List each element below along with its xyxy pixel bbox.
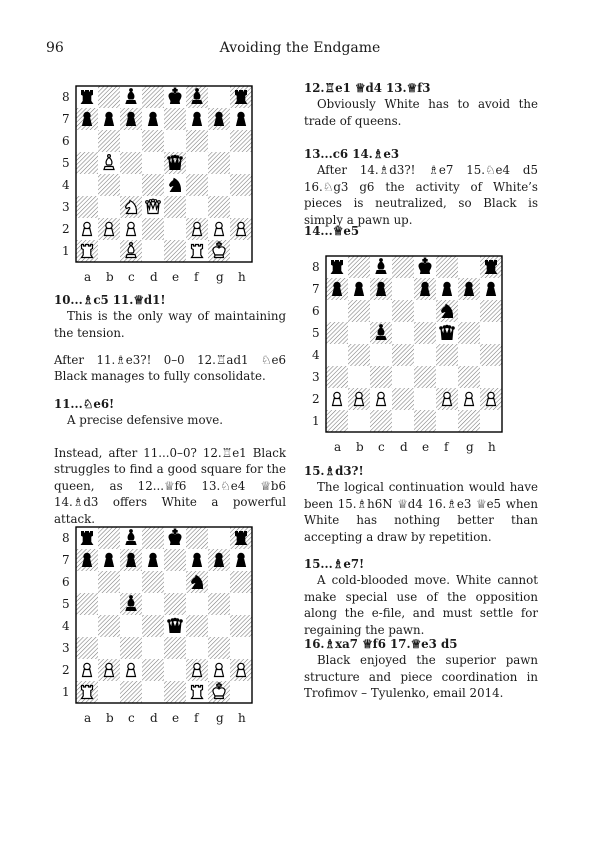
move-heading: 15.♗d3?! (304, 464, 364, 478)
file-label: g (216, 711, 224, 725)
white-rook-icon (82, 686, 93, 699)
white-rook-icon (82, 245, 93, 258)
black-pawn-icon (127, 112, 136, 125)
square-b8 (348, 256, 370, 278)
commentary-paragraph: Black enjoyed the superior pawn structure and piece coordination in Trofimov – Tyulenko, email 2014. (304, 653, 538, 701)
square-d8 (142, 527, 164, 549)
white-pawn-icon (237, 663, 246, 676)
black-rook-icon (82, 532, 93, 545)
square-c6 (120, 571, 142, 593)
right-section-6 (304, 636, 538, 702)
square-a6 (76, 571, 98, 593)
square-e6 (414, 300, 436, 322)
commentary-paragraph: A cold-blooded move. White cannot make special use of the opposition along the e-file, and must settle for regaining the pawn. (304, 573, 538, 637)
file-label: b (356, 440, 364, 454)
square-f5 (186, 152, 208, 174)
square-h4 (230, 174, 252, 196)
square-b4 (98, 174, 120, 196)
file-label: a (84, 711, 92, 725)
square-f8 (436, 256, 458, 278)
left-section-2 (54, 352, 286, 385)
white-pawn-icon (443, 392, 452, 405)
black-pawn-icon (237, 553, 246, 566)
square-d7 (392, 278, 414, 300)
square-d8 (142, 86, 164, 108)
rank-label: 3 (312, 370, 320, 384)
page-number: 96 (46, 40, 64, 56)
commentary-paragraph: This is the only way of maintaining the tension. (54, 309, 286, 340)
square-b1 (98, 681, 120, 703)
square-b5 (348, 322, 370, 344)
square-e4 (414, 344, 436, 366)
square-a3 (76, 637, 98, 659)
rank-label: 7 (62, 553, 70, 567)
square-a3 (76, 196, 98, 218)
square-b8 (98, 527, 120, 549)
commentary-paragraph: Obviously White has to avoid the trade of queens. (304, 97, 538, 128)
square-g4 (208, 615, 230, 637)
white-pawn-icon (127, 222, 136, 235)
square-e5 (414, 322, 436, 344)
commentary-paragraph: A precise defensive move. (67, 413, 223, 428)
square-h4 (230, 615, 252, 637)
square-f4 (436, 344, 458, 366)
square-b4 (98, 615, 120, 637)
square-d1 (142, 240, 164, 262)
black-pawn-icon (149, 112, 158, 125)
rank-label: 2 (62, 222, 70, 236)
move-heading: 13...c6 14.♗e3 (304, 147, 400, 161)
file-label: e (172, 270, 180, 284)
square-d4 (142, 615, 164, 637)
square-f5 (186, 593, 208, 615)
white-pawn-icon (193, 222, 202, 235)
square-g5 (208, 152, 230, 174)
square-h5 (230, 152, 252, 174)
commentary-paragraph: After 14.♗d3?! ♗e7 15.♘e4 d5 16.♘g3 g6 the activity of White’s pieces is neutralized, so Black is simply a pawn up. (304, 163, 538, 227)
square-h1 (230, 240, 252, 262)
black-pawn-icon (443, 282, 452, 295)
black-pawn-icon (149, 553, 158, 566)
square-g4 (208, 174, 230, 196)
square-h6 (230, 130, 252, 152)
chess-diagram-1 (54, 85, 254, 287)
rank-label: 1 (312, 414, 320, 428)
square-g3 (208, 637, 230, 659)
black-pawn-icon (333, 282, 342, 295)
chess-diagram-3 (304, 255, 504, 457)
black-pawn-icon (127, 553, 136, 566)
square-c3 (120, 637, 142, 659)
rank-label: 8 (62, 90, 70, 104)
square-d3 (392, 366, 414, 388)
square-g3 (208, 196, 230, 218)
running-title: Avoiding the Endgame (219, 40, 381, 56)
rank-label: 4 (62, 178, 70, 192)
rank-label: 5 (62, 156, 70, 170)
black-rook-icon (486, 261, 497, 274)
square-f3 (186, 637, 208, 659)
square-c4 (120, 615, 142, 637)
black-pawn-icon (215, 112, 224, 125)
square-e3 (164, 637, 186, 659)
rank-label: 2 (312, 392, 320, 406)
square-f3 (436, 366, 458, 388)
square-f1 (436, 410, 458, 432)
file-label: d (400, 440, 408, 454)
square-c6 (120, 130, 142, 152)
square-d6 (392, 300, 414, 322)
square-h3 (230, 637, 252, 659)
square-f4 (186, 174, 208, 196)
square-b8 (98, 86, 120, 108)
commentary-paragraph: The logical continuation would have been 15.♗h6N ♕d4 16.♗e3 ♕e5 when White has nothing better than accepting a draw by repetition. (304, 480, 538, 544)
square-d6 (142, 130, 164, 152)
rank-label: 8 (62, 531, 70, 545)
black-pawn-icon (193, 112, 202, 125)
file-label: a (334, 440, 342, 454)
file-label: e (422, 440, 430, 454)
board-svg (54, 85, 254, 287)
black-pawn-icon (83, 112, 92, 125)
square-b3 (98, 637, 120, 659)
file-label: d (150, 711, 158, 725)
square-c1 (370, 410, 392, 432)
square-d3 (142, 637, 164, 659)
white-pawn-icon (215, 663, 224, 676)
file-label: c (378, 440, 385, 454)
square-e1 (164, 681, 186, 703)
square-h1 (230, 681, 252, 703)
square-g8 (458, 256, 480, 278)
file-label: g (216, 270, 224, 284)
black-pawn-icon (465, 282, 474, 295)
white-pawn-icon (333, 392, 342, 405)
square-a5 (76, 593, 98, 615)
move-heading: 12.♖e1 ♕d4 13.♕f3 (304, 81, 431, 95)
square-d2 (142, 659, 164, 681)
square-d6 (142, 571, 164, 593)
commentary-paragraph: Instead, after 11...0–0? 12.♖e1 Black struggles to find a good square for the queen, as 12...♕f6 13.♘e4 ♕b6 14.♗d3 offers White a powerful attack. (54, 446, 286, 526)
square-h6 (230, 571, 252, 593)
square-h3 (230, 196, 252, 218)
rank-label: 6 (312, 304, 320, 318)
square-b3 (98, 196, 120, 218)
file-label: c (128, 270, 135, 284)
square-e6 (164, 130, 186, 152)
square-d2 (392, 388, 414, 410)
square-d8 (392, 256, 414, 278)
left-section-4 (54, 445, 286, 527)
black-pawn-icon (487, 282, 496, 295)
square-h1 (480, 410, 502, 432)
white-pawn-icon (237, 222, 246, 235)
rank-label: 4 (62, 619, 70, 633)
rank-label: 3 (62, 641, 70, 655)
file-label: g (466, 440, 474, 454)
white-pawn-icon (215, 222, 224, 235)
square-e5 (164, 593, 186, 615)
square-h3 (480, 366, 502, 388)
file-label: h (238, 711, 246, 725)
file-label: f (444, 440, 449, 454)
chess-diagram-2 (54, 526, 254, 728)
black-pawn-icon (105, 112, 114, 125)
black-pawn-icon (237, 112, 246, 125)
black-pawn-icon (421, 282, 430, 295)
move-heading: 10...♗c5 11.♕d1! (54, 293, 166, 307)
black-rook-icon (332, 261, 343, 274)
square-c5 (120, 152, 142, 174)
rank-label: 6 (62, 134, 70, 148)
square-b6 (98, 571, 120, 593)
square-c1 (120, 681, 142, 703)
square-d2 (142, 218, 164, 240)
white-pawn-icon (83, 663, 92, 676)
square-g8 (208, 86, 230, 108)
move-heading: 15...♗e7! (304, 557, 365, 571)
square-h6 (480, 300, 502, 322)
square-a4 (76, 615, 98, 637)
square-e3 (164, 196, 186, 218)
white-pawn-icon (83, 222, 92, 235)
square-g5 (458, 322, 480, 344)
white-pawn-icon (377, 392, 386, 405)
square-h4 (480, 344, 502, 366)
square-h5 (480, 322, 502, 344)
square-c3 (370, 366, 392, 388)
square-d5 (392, 322, 414, 344)
black-pawn-icon (355, 282, 364, 295)
white-rook-icon (192, 686, 203, 699)
black-pawn-icon (105, 553, 114, 566)
left-section-1 (54, 292, 286, 341)
rank-label: 5 (62, 597, 70, 611)
square-g6 (458, 300, 480, 322)
square-e2 (414, 388, 436, 410)
square-e2 (164, 659, 186, 681)
square-a1 (326, 410, 348, 432)
black-rook-icon (236, 532, 247, 545)
file-label: h (238, 270, 246, 284)
right-section-4 (304, 463, 538, 545)
square-d1 (142, 681, 164, 703)
square-b5 (98, 593, 120, 615)
right-section-5 (304, 556, 538, 638)
square-d5 (142, 593, 164, 615)
rank-label: 7 (312, 282, 320, 296)
square-c4 (370, 344, 392, 366)
rank-label: 1 (62, 244, 70, 258)
black-pawn-icon (193, 553, 202, 566)
square-g8 (208, 527, 230, 549)
square-d4 (142, 174, 164, 196)
move-heading: 11...♘e6! (54, 397, 115, 411)
square-e2 (164, 218, 186, 240)
board-svg (54, 526, 254, 728)
white-pawn-icon (127, 663, 136, 676)
square-g3 (458, 366, 480, 388)
file-label: e (172, 711, 180, 725)
file-label: a (84, 270, 92, 284)
rank-label: 5 (312, 326, 320, 340)
square-f8 (186, 527, 208, 549)
square-e6 (164, 571, 186, 593)
commentary-paragraph: After 11.♗e3?! 0–0 12.♖ad1 ♘e6 Black manages to fully consolidate. (54, 353, 286, 384)
square-g4 (458, 344, 480, 366)
file-label: d (150, 270, 158, 284)
square-e7 (164, 108, 186, 130)
left-section-3 (54, 396, 286, 429)
square-e1 (164, 240, 186, 262)
square-f3 (186, 196, 208, 218)
square-a4 (326, 344, 348, 366)
black-rook-icon (82, 91, 93, 104)
black-rook-icon (236, 91, 247, 104)
file-label: f (194, 711, 199, 725)
square-b6 (348, 300, 370, 322)
white-pawn-icon (355, 392, 364, 405)
right-section-2 (304, 146, 538, 228)
black-pawn-icon (83, 553, 92, 566)
square-d4 (392, 344, 414, 366)
square-b1 (98, 240, 120, 262)
square-b3 (348, 366, 370, 388)
square-f6 (186, 130, 208, 152)
black-pawn-icon (377, 282, 386, 295)
right-section-1 (304, 80, 538, 129)
square-a3 (326, 366, 348, 388)
square-a5 (76, 152, 98, 174)
rank-label: 1 (62, 685, 70, 699)
white-pawn-icon (193, 663, 202, 676)
rank-label: 7 (62, 112, 70, 126)
rank-label: 3 (62, 200, 70, 214)
black-pawn-icon (215, 553, 224, 566)
square-g5 (208, 593, 230, 615)
white-pawn-icon (487, 392, 496, 405)
square-h5 (230, 593, 252, 615)
square-b6 (98, 130, 120, 152)
square-a5 (326, 322, 348, 344)
file-label: b (106, 711, 114, 725)
rank-label: 6 (62, 575, 70, 589)
square-b4 (348, 344, 370, 366)
square-c6 (370, 300, 392, 322)
square-c4 (120, 174, 142, 196)
board-svg (304, 255, 504, 457)
square-a4 (76, 174, 98, 196)
rank-label: 8 (312, 260, 320, 274)
right-section-3 (304, 223, 538, 239)
file-label: c (128, 711, 135, 725)
white-rook-icon (192, 245, 203, 258)
square-f4 (186, 615, 208, 637)
file-label: b (106, 270, 114, 284)
square-g6 (208, 571, 230, 593)
move-heading: 14...♕e5 (304, 224, 360, 238)
square-a6 (76, 130, 98, 152)
rank-label: 2 (62, 663, 70, 677)
square-d1 (392, 410, 414, 432)
white-pawn-icon (105, 222, 114, 235)
file-label: h (488, 440, 496, 454)
square-a6 (326, 300, 348, 322)
white-pawn-icon (465, 392, 474, 405)
square-e7 (164, 549, 186, 571)
square-g6 (208, 130, 230, 152)
square-e1 (414, 410, 436, 432)
file-label: f (194, 270, 199, 284)
rank-label: 4 (312, 348, 320, 362)
square-e3 (414, 366, 436, 388)
square-b1 (348, 410, 370, 432)
square-g1 (458, 410, 480, 432)
white-pawn-icon (105, 663, 114, 676)
move-heading: 16.♗xa7 ♕f6 17.♕e3 d5 (304, 637, 458, 651)
square-d5 (142, 152, 164, 174)
